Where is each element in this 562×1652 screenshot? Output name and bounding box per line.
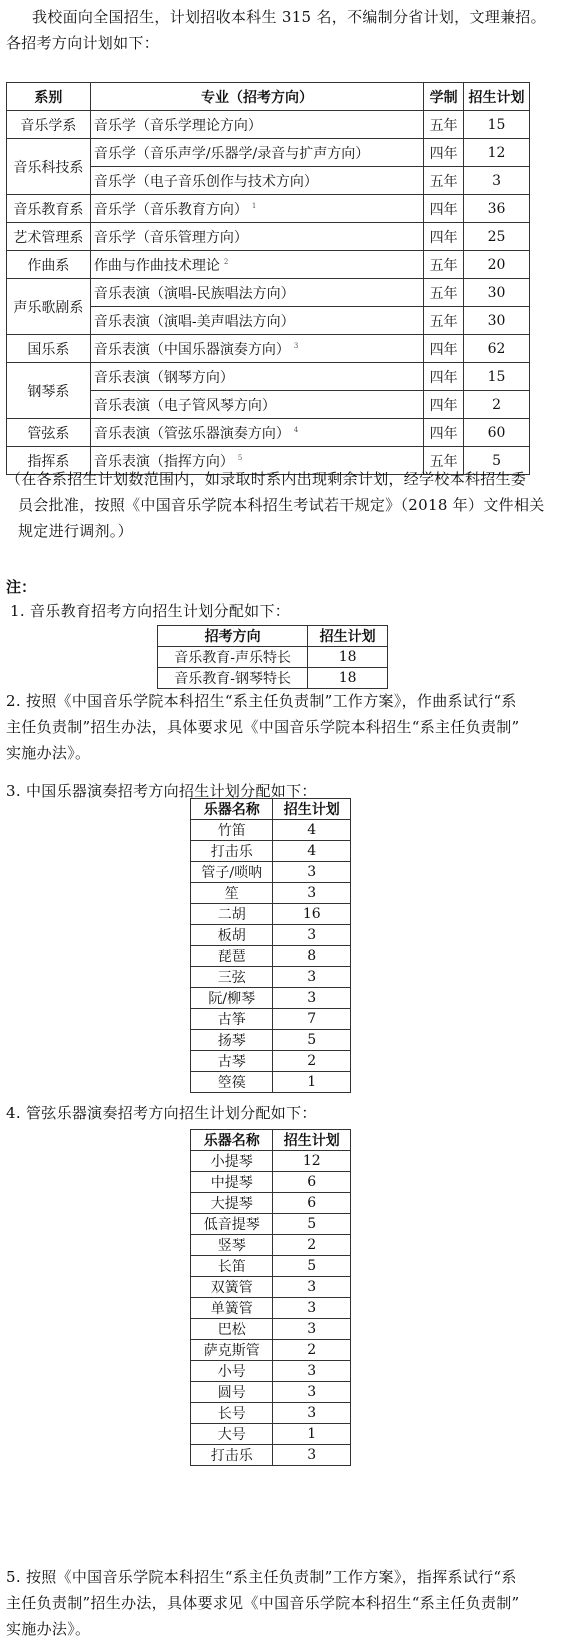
major-cell (90, 195, 423, 223)
dept-cell: 艺术管理系 (7, 223, 91, 251)
plan-cell: 3 (273, 862, 351, 883)
years-cell: 四年 (424, 195, 464, 223)
footnote-marker: 2 (223, 257, 229, 266)
instrument-cell: 长号 (191, 1403, 273, 1424)
direction-cell: 音乐教育-钢琴特长 (158, 668, 308, 689)
major-cell (90, 111, 423, 139)
major-cell (90, 139, 423, 167)
orchestral-instruments-table (190, 1129, 351, 1466)
plan-cell: 3 (273, 1277, 351, 1298)
header-plan: 招生计划 (273, 799, 351, 820)
note-1-text: 1. 音乐教育招考方向招生计划分配如下： (10, 602, 291, 620)
years-cell: 五年 (424, 447, 464, 475)
table-row (191, 862, 351, 883)
header-instrument: 乐器名称 (191, 1130, 273, 1151)
table-row (7, 363, 530, 391)
table-row (191, 1193, 351, 1214)
table-row (191, 1030, 351, 1051)
intro-line-2: 各招考方向计划如下： (6, 34, 160, 52)
major-text: 音乐学（音乐管理方向） (93, 229, 248, 246)
table-row (191, 1319, 351, 1340)
major-text: 音乐学（音乐教育方向） (93, 201, 248, 218)
plan-cell: 3 (464, 167, 530, 195)
dept-cell: 音乐学系 (7, 111, 91, 139)
table-row (191, 1382, 351, 1403)
plan-cell: 62 (464, 335, 530, 363)
major-text: 音乐学（音乐声学/乐器学/录音与扩声方向） (93, 145, 370, 162)
table-row (191, 1445, 351, 1466)
table-row (191, 904, 351, 925)
plan-cell: 25 (464, 223, 530, 251)
major-text: 音乐表演（电子管风琴方向） (93, 397, 276, 414)
plan-cell: 3 (273, 988, 351, 1009)
header-plan: 招生计划 (308, 626, 388, 647)
table-row (191, 1214, 351, 1235)
major-cell (90, 279, 423, 307)
years-cell: 五年 (424, 307, 464, 335)
instrument-cell: 双簧管 (191, 1277, 273, 1298)
footnote-marker: 1 (251, 201, 257, 210)
plan-cell: 2 (273, 1235, 351, 1256)
plan-cell: 6 (273, 1193, 351, 1214)
note-4-text: 4. 管弦乐器演奏招考方向招生计划分配如下： (6, 1104, 317, 1122)
dept-cell: 指挥系 (7, 447, 91, 475)
table-row (191, 1277, 351, 1298)
instrument-cell: 巴松 (191, 1319, 273, 1340)
instrument-cell: 扬琴 (191, 1030, 273, 1051)
plan-cell: 16 (273, 904, 351, 925)
plan-cell: 3 (273, 1361, 351, 1382)
table-row (158, 647, 388, 668)
table-row (191, 1298, 351, 1319)
instrument-cell: 竖琴 (191, 1235, 273, 1256)
table-row (191, 1151, 351, 1172)
table-row (191, 820, 351, 841)
plan-cell: 2 (273, 1051, 351, 1072)
plan-cell: 3 (273, 1445, 351, 1466)
notes-title: 注： (6, 578, 37, 596)
note-5-line-3: 实施办法》。 (6, 1620, 91, 1638)
instrument-cell: 古琴 (191, 1051, 273, 1072)
years-cell: 五年 (424, 167, 464, 195)
table-row (191, 1361, 351, 1382)
note-2-line-3: 实施办法》。 (6, 744, 91, 762)
footnote-marker: 3 (293, 341, 299, 350)
header-major: 专业（招考方向） (90, 83, 423, 111)
major-cell (90, 251, 423, 279)
plan-cell: 30 (464, 307, 530, 335)
instrument-cell: 二胡 (191, 904, 273, 925)
plan-cell: 8 (273, 946, 351, 967)
plan-cell: 5 (464, 447, 530, 475)
table-row (191, 1403, 351, 1424)
table-row (191, 1424, 351, 1445)
instrument-cell: 三弦 (191, 967, 273, 988)
instrument-cell: 小号 (191, 1361, 273, 1382)
plan-cell: 60 (464, 419, 530, 447)
instrument-cell: 低音提琴 (191, 1214, 273, 1235)
plan-cell: 30 (464, 279, 530, 307)
instrument-cell: 管子/唢呐 (191, 862, 273, 883)
major-text: 音乐表演（演唱-美声唱法方向） (93, 313, 295, 330)
instrument-cell: 打击乐 (191, 841, 273, 862)
adjust-line-2: 员会批准，按照《中国音乐学院本科招生考试若干规定》（2018 年）文件相关 (18, 496, 545, 514)
table-row (7, 279, 530, 307)
plan-cell: 3 (273, 883, 351, 904)
plan-cell: 36 (464, 195, 530, 223)
table-row (191, 988, 351, 1009)
table-row (191, 1009, 351, 1030)
major-text: 音乐表演（中国乐器演奏方向） (93, 341, 290, 358)
instrument-cell: 小提琴 (191, 1151, 273, 1172)
major-cell (90, 419, 423, 447)
intro-line-1: 我校面向全国招生，计划招收本科生 315 名，不编制分省计划，文理兼招。 (32, 8, 546, 26)
years-cell: 四年 (424, 335, 464, 363)
major-text: 作曲与作曲技术理论 (93, 257, 220, 274)
plan-cell: 5 (273, 1214, 351, 1235)
dept-cell: 音乐科技系 (7, 139, 91, 195)
note-5-line-2: 主任负责制”招生办法，具体要求见《中国音乐学院本科招生“系主任负责制” (6, 1594, 520, 1612)
plan-cell: 2 (464, 391, 530, 419)
note-3-text: 3. 中国乐器演奏招考方向招生计划分配如下： (6, 782, 317, 800)
major-cell (90, 363, 423, 391)
instrument-cell: 板胡 (191, 925, 273, 946)
plan-cell: 2 (273, 1340, 351, 1361)
header-direction: 招考方向 (158, 626, 308, 647)
instrument-cell: 大提琴 (191, 1193, 273, 1214)
major-text: 音乐表演（管弦乐器演奏方向） (93, 425, 290, 442)
plan-cell: 1 (273, 1072, 351, 1093)
table-row (7, 251, 530, 279)
table-header-row (7, 83, 530, 111)
instrument-cell: 圆号 (191, 1382, 273, 1403)
note-2-line-1: 2. 按照《中国音乐学院本科招生“系主任负责制”工作方案》，作曲系试行“系 (6, 692, 517, 710)
table-row (7, 139, 530, 167)
plan-cell: 1 (273, 1424, 351, 1445)
instrument-cell: 阮/柳琴 (191, 988, 273, 1009)
major-text: 音乐学（音乐学理论方向） (93, 117, 262, 134)
table-row (191, 1340, 351, 1361)
plan-cell: 6 (273, 1172, 351, 1193)
plan-cell: 5 (273, 1030, 351, 1051)
header-years: 学制 (424, 83, 464, 111)
major-text: 音乐表演（演唱-民族唱法方向） (93, 285, 295, 302)
table-row (191, 1256, 351, 1277)
major-cell (90, 307, 423, 335)
instrument-cell: 箜篌 (191, 1072, 273, 1093)
plan-cell: 15 (464, 363, 530, 391)
plan-cell: 4 (273, 820, 351, 841)
table-row (7, 195, 530, 223)
major-text: 音乐表演（钢琴方向） (93, 369, 234, 386)
plan-cell: 12 (464, 139, 530, 167)
instrument-cell: 长笛 (191, 1256, 273, 1277)
plan-cell: 3 (273, 925, 351, 946)
footnote-marker: 5 (237, 453, 243, 462)
instrument-cell: 竹笛 (191, 820, 273, 841)
adjust-line-3: 规定进行调剂。） (18, 522, 133, 540)
note-2-line-2: 主任负责制”招生办法，具体要求见《中国音乐学院本科招生“系主任负责制” (6, 718, 520, 736)
note-5-line-1: 5. 按照《中国音乐学院本科招生“系主任负责制”工作方案》，指挥系试行“系 (6, 1568, 517, 1586)
plan-cell: 3 (273, 1403, 351, 1424)
instrument-cell: 萨克斯管 (191, 1340, 273, 1361)
plan-cell: 3 (273, 967, 351, 988)
table-row (7, 223, 530, 251)
years-cell: 四年 (424, 223, 464, 251)
plan-cell: 4 (273, 841, 351, 862)
table-row (191, 1235, 351, 1256)
dept-cell: 音乐教育系 (7, 195, 91, 223)
table-row (191, 1172, 351, 1193)
table-row (7, 111, 530, 139)
years-cell: 四年 (424, 419, 464, 447)
major-cell (90, 391, 423, 419)
table-row (7, 419, 530, 447)
major-cell (90, 223, 423, 251)
instrument-cell: 打击乐 (191, 1445, 273, 1466)
header-plan: 招生计划 (273, 1130, 351, 1151)
instrument-cell: 笙 (191, 883, 273, 904)
years-cell: 五年 (424, 251, 464, 279)
dept-cell: 管弦系 (7, 419, 91, 447)
chinese-instruments-table (190, 798, 351, 1093)
years-cell: 五年 (424, 279, 464, 307)
plan-cell: 5 (273, 1256, 351, 1277)
plan-cell: 18 (308, 668, 388, 689)
major-cell (90, 335, 423, 363)
dept-cell: 钢琴系 (7, 363, 91, 419)
header-instrument: 乐器名称 (191, 799, 273, 820)
table-row (191, 1072, 351, 1093)
table-row (191, 946, 351, 967)
dept-cell: 作曲系 (7, 251, 91, 279)
plan-cell: 20 (464, 251, 530, 279)
instrument-cell: 琵琶 (191, 946, 273, 967)
direction-cell: 音乐教育-声乐特长 (158, 647, 308, 668)
table-row (158, 668, 388, 689)
plan-cell: 3 (273, 1298, 351, 1319)
years-cell: 五年 (424, 111, 464, 139)
years-cell: 四年 (424, 139, 464, 167)
instrument-cell: 大号 (191, 1424, 273, 1445)
admission-plan-table (6, 82, 530, 475)
table-row (191, 1051, 351, 1072)
instrument-cell: 单簧管 (191, 1298, 273, 1319)
footnote-marker: 4 (293, 425, 299, 434)
years-cell: 四年 (424, 391, 464, 419)
plan-cell: 3 (273, 1319, 351, 1340)
instrument-cell: 中提琴 (191, 1172, 273, 1193)
table-row (191, 925, 351, 946)
major-cell (90, 167, 423, 195)
adjust-line-1: （在各系招生计划数范围内，如录取时系内出现剩余计划，经学校本科招生委 (6, 470, 527, 488)
plan-cell: 15 (464, 111, 530, 139)
plan-cell: 12 (273, 1151, 351, 1172)
plan-cell: 7 (273, 1009, 351, 1030)
plan-cell: 3 (273, 1382, 351, 1403)
instrument-cell: 古筝 (191, 1009, 273, 1030)
major-text: 音乐学（电子音乐创作与技术方向） (93, 173, 318, 190)
major-text: 音乐表演（指挥方向） (93, 453, 234, 470)
table-row (7, 335, 530, 363)
header-plan: 招生计划 (464, 83, 530, 111)
dept-cell: 声乐歌剧系 (7, 279, 91, 335)
table-row (191, 841, 351, 862)
plan-cell: 18 (308, 647, 388, 668)
dept-cell: 国乐系 (7, 335, 91, 363)
music-education-table (157, 625, 388, 689)
table-row (191, 967, 351, 988)
years-cell: 四年 (424, 363, 464, 391)
header-dept: 系别 (7, 83, 91, 111)
table-row (191, 883, 351, 904)
